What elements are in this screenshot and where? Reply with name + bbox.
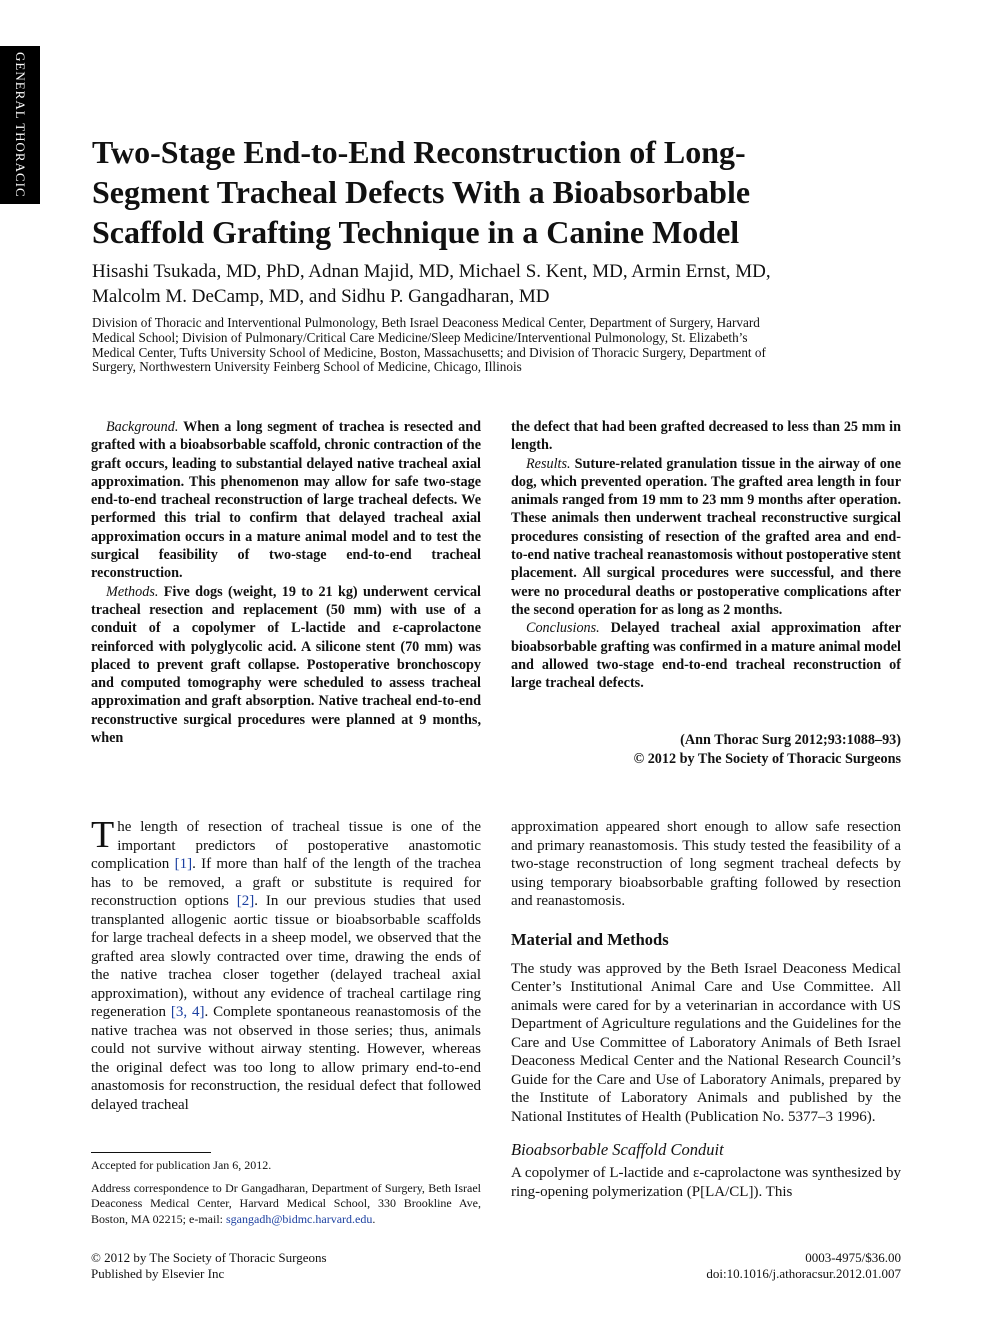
accepted-date: Accepted for publication Jan 6, 2012. [91,1158,272,1172]
article-title [92,132,852,252]
title-line: Scaffold Grafting Technique in a Canine Model [92,214,740,250]
citation-journal: (Ann Thorac Surg 2012;93:1088–93) [680,732,901,748]
scaffold-paragraph: A copolymer of L-lactide and ε-caprolactone was synthesized by ring-opening polymerization (P[LA/CL]). This [511,1165,901,1200]
abstract-left-column [91,418,481,747]
author-list [92,259,912,309]
body-left-column [91,814,481,1114]
correspondence-address [91,1181,481,1228]
intro-text: . In our previous studies that used transplanted allogenic aortic tissue or bioabsorbable scaffolds for large tracheal defects in a sheep model, we observed that the grafted area slowly contracted over time, drawing the ends of the native trachea closer together (delayed tracheal axial approximation), without any evidence of tracheal cartilage ring regeneration [91,893,481,1020]
abstract-methods [91,583,481,748]
footer-doi: doi:10.1016/j.athoracsur.2012.01.007 [706,1265,901,1281]
affiliations [92,316,912,375]
reference-link-2[interactable]: [2] [236,893,255,909]
drop-cap: T [91,814,115,856]
affiliation-line: Medical Center, Tufts University School of Medicine, Boston, Massachusetts; and Division of Thoracic Surgery, Department of [92,344,766,360]
abstract-conclusions-text: Delayed tracheal axial approximation after bioabsorbable grafting was confirmed in a mature animal model and allowed two-stage end-to-end tracheal reconstruction of large tracheal defects. [511,620,901,692]
abstract-methods-text: Five dogs (weight, 19 to 21 kg) underwent cervical tracheal resection and replacement (50 mm) with use of a conduit of a copolymer of L-lactide and ε-caprolactone reinforced with polyglycolic acid. A silicone stent (70 mm) was placed to prevent graft collapse. Postoperative bronchoscopy and computed tomography were scheduled to assess tracheal approximation and graft absorption. Native tracheal end-to-end reconstructive surgical procedures were planned at 9 months, when [91,583,481,747]
email-link[interactable]: sgangadh@bidmc.harvard.edu [226,1211,373,1226]
citation-copyright: © 2012 by The Society of Thoracic Surgeons [633,751,901,767]
title-line: Segment Tracheal Defects With a Bioabsorbable [92,174,751,210]
address-end: . [372,1211,376,1226]
section-tab-label: GENERAL THORACIC [13,52,28,198]
abstract-methods-continued: the defect that had been grafted decreased to less than 25 mm in length. [511,419,901,454]
footer-left [91,1250,327,1281]
address-text: Address correspondence to Dr Gangadharan, Department of Surgery, Beth Israel Deaconess Medical Center, Harvard Medical School, 330 Brookline Ave, Boston, MA 02215; e-mail: [91,1180,481,1226]
intro-text: he length of resection of tracheal tissue is one of the important predictors of postoperative anastomotic complication [91,819,481,872]
section-tab [0,46,40,204]
reference-link-3-4[interactable]: [3, 4] [170,1004,205,1020]
author-line: Hisashi Tsukada, MD, PhD, Adnan Majid, MD, Michael S. Kent, MD, Armin Ernst, MD, [92,261,771,282]
abstract-conclusions-label: Conclusions. [526,620,600,637]
reference-link-1[interactable]: [1] [174,856,193,872]
abstract-background-text: When a long segment of trachea is resected and grafted with a bioabsorbable scaffold, chronic contraction of the graft occurs, leading to substantial delayed native tracheal axial approximation. This phenomenon may allow for safe two-stage end-to-end tracheal reconstruction of large tracheal defects. We performed this trial to confirm that delayed tracheal axial approximation occurs in a mature animal model and to test the surgical feasibility of two-stage end-to-end tracheal reconstruction. [91,419,481,582]
footer-issn: 0003-4975/$36.00 [805,1250,901,1265]
footer-copyright: © 2012 by The Society of Thoracic Surgeons [91,1250,327,1265]
abstract-background [91,418,481,583]
footnotes [91,1158,481,1234]
intro-text: . Complete spontaneous reanastomosis of the native trachea was not observed in those series; thus, animals could not survive without airway stenting. However, whereas the original defect was too long to allow primary end-to-end anastomosis for reconstruction, the residual defect that followed delayed tracheal [91,1004,481,1113]
title-line: Two-Stage End-to-End Reconstruction of Long- [92,134,746,170]
intro-paragraph [91,814,481,1114]
footer-publisher: Published by Elsevier Inc [91,1265,225,1281]
author-line: Malcolm M. DeCamp, MD, and Sidhu P. Gangadharan, MD [92,286,550,307]
footnote-divider [91,1152,211,1153]
affiliation-line: Surgery, Northwestern University Feinberg School of Medicine, Chicago, Illinois [92,359,522,375]
section-heading: Material and Methods [511,929,669,949]
methods-paragraph: The study was approved by the Beth Israel Deaconess Medical Center’s Institutional Animal Care and Use Committee. All animals were cared for by a veterinarian in accordance with US Department of Agriculture regulations and the Guidelines for the Care and Use Committee of Laboratory Animals of Beth Israel Deaconess Medical Center and the National Research Council’s Guide for the Care and Use of Laboratory Animals, prepared by the Institute of Laboratory Animals and published by the National Institutes of Health (Publication No. 5377–3 1996). [511,960,901,1125]
abstract-results-text: Suture-related granulation tissue in the airway of one dog, which prevented operation. The grafted area length in four animals ranged from 19 mm to 23 mm 9 months after operation. These animals then underwent tracheal reconstructive surgical procedures consisting of resection of the grafted area and end-to-end native tracheal reanastomosis without postoperative stent placement. All surgical procedures were successful, and there were no procedural deaths or postoperative complications after the second operation for as long as 2 months. [511,455,901,618]
intro-continued: approximation appeared short enough to allow safe resection and primary reanastomosis. This study tested the feasibility of a two-stage reconstruction of long segment tracheal defects by using temporary bioabsorbable grafting followed by resection and reanastomosis. [511,819,901,909]
abstract-methods-label: Methods. [106,583,159,600]
intro-text: . If more than half of the length of the trachea has to be removed, a graft or substitute is required for reconstruction options [91,856,481,909]
abstract-background-label: Background. [106,419,179,435]
footer-right [600,1250,901,1281]
journal-citation [511,731,901,769]
body-right-column [511,818,901,1201]
affiliation-line: Medical School; Division of Pulmonary/Critical Care Medicine/Sleep Medicine/Interventional Pulmonology, St. Elizabeth’s [92,329,748,345]
abstract-results [511,455,901,620]
abstract-conclusions [511,619,901,692]
abstract-right-column [511,418,901,692]
subsection-heading: Bioabsorbable Scaffold Conduit [511,1140,724,1159]
affiliation-line: Division of Thoracic and Interventional Pulmonology, Beth Israel Deaconess Medical Center, Department of Surgery, Harvard [92,315,760,330]
abstract-results-label: Results. [526,455,571,472]
